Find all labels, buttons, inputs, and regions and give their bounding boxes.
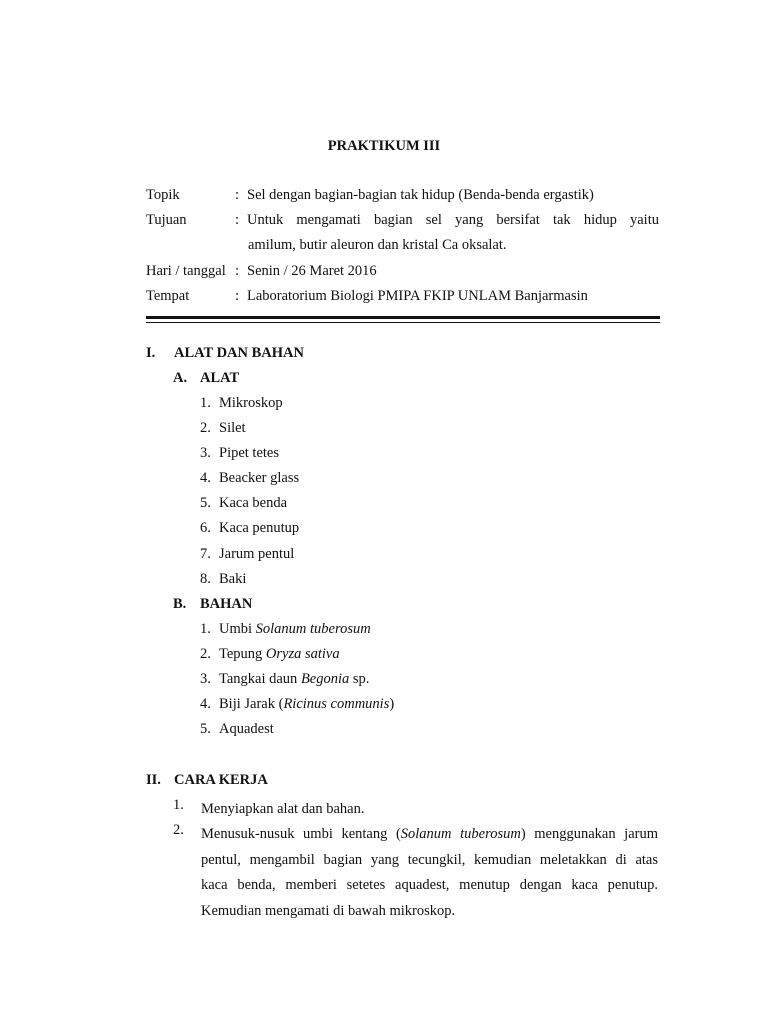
species-name: Oryza sativa xyxy=(265,646,340,662)
colon: : xyxy=(235,263,240,279)
divider-thin xyxy=(146,322,660,323)
step-line xyxy=(201,822,658,848)
step-number: 2. xyxy=(173,822,184,838)
step-text xyxy=(201,822,658,924)
hari-tanggal-label: Hari / tanggal xyxy=(146,263,226,279)
text-fragment: ) xyxy=(389,696,395,712)
text-fragment: Menusuk-nusuk umbi kentang ( xyxy=(201,826,401,842)
page-title: PRAKTIKUM III xyxy=(327,138,441,154)
tujuan-label: Tujuan xyxy=(146,212,187,228)
tempat-label: Tempat xyxy=(146,288,190,304)
list-item-text: Kaca penutup xyxy=(219,520,300,536)
section-title: CARA KERJA xyxy=(174,772,268,788)
hari-tanggal-value: Senin / 26 Maret 2016 xyxy=(247,263,377,279)
step-text xyxy=(201,797,658,823)
list-item-number: 5. xyxy=(200,721,211,737)
colon: : xyxy=(235,288,240,304)
list-item-number: 8. xyxy=(200,571,211,587)
text-fragment: Aquadest xyxy=(219,721,274,737)
text-fragment: Tangkai daun xyxy=(219,671,301,687)
divider-thick xyxy=(146,316,660,319)
list-item-number: 2. xyxy=(200,420,211,436)
list-item-text: Beacker glass xyxy=(219,470,300,486)
text-fragment: Tepung xyxy=(219,646,266,662)
subsection-number: A. xyxy=(173,370,188,386)
species-name: Solanum tuberosum xyxy=(400,826,521,842)
tempat-value: Laboratorium Biologi PMIPA FKIP UNLAM Banjarmasin xyxy=(247,288,588,304)
list-item-text xyxy=(219,646,340,663)
tujuan-value-line2: amilum, butir aleuron dan kristal Ca oksalat. xyxy=(248,237,507,253)
list-item-text xyxy=(219,721,274,738)
list-item-text: Jarum pentul xyxy=(219,546,295,562)
topik-label: Topik xyxy=(146,187,180,203)
text-fragment: sp. xyxy=(349,671,370,687)
subsection-title: ALAT xyxy=(200,370,240,386)
list-item-number: 1. xyxy=(200,395,211,411)
section-number: I. xyxy=(146,345,156,361)
colon: : xyxy=(235,187,240,203)
list-item-text: Mikroskop xyxy=(219,395,283,411)
list-item-text: Silet xyxy=(219,420,246,436)
species-name: Begonia xyxy=(300,671,350,687)
topik-value: Sel dengan bagian-bagian tak hidup (Benda-benda ergastik) xyxy=(247,187,594,203)
list-item-text: Kaca benda xyxy=(219,495,288,511)
text-fragment: ) menggunakan jarum xyxy=(520,826,658,842)
subsection-number: B. xyxy=(173,596,187,612)
list-item-number: 7. xyxy=(200,546,211,562)
step-line: Kemudian mengamati di bawah mikroskop. xyxy=(201,902,456,919)
list-item-number: 5. xyxy=(200,495,211,511)
list-item-number: 1. xyxy=(200,621,211,637)
list-item-number: 2. xyxy=(200,646,211,662)
list-item-text: Baki xyxy=(219,571,247,587)
species-name: Ricinus communis xyxy=(283,696,390,712)
tujuan-value-line1: Untuk mengamati bagian sel yang bersifat tak hidup yaitu xyxy=(247,212,659,228)
list-item-text: Pipet tetes xyxy=(219,445,280,461)
list-item-number: 3. xyxy=(200,671,211,687)
section-number: II. xyxy=(146,772,161,788)
section-title: ALAT DAN BAHAN xyxy=(174,345,304,361)
list-item-text xyxy=(219,696,394,713)
list-item-number: 6. xyxy=(200,520,211,536)
step-line: kaca benda, memberi setetes aquadest, menutup dengan kaca penutup. xyxy=(201,877,658,893)
text-fragment: Biji Jarak ( xyxy=(219,696,284,712)
list-item-number: 3. xyxy=(200,445,211,461)
subsection-title: BAHAN xyxy=(200,596,253,612)
species-name: Solanum tuberosum xyxy=(255,621,371,637)
list-item-text xyxy=(219,621,371,638)
list-item-text xyxy=(219,671,369,688)
text-fragment: Umbi xyxy=(219,621,256,637)
step-line: Menyiapkan alat dan bahan. xyxy=(201,801,365,817)
step-number: 1. xyxy=(173,797,184,813)
list-item-number: 4. xyxy=(200,696,211,712)
step-line: pentul, mengambil bagian yang tecungkil, kemudian meletakkan di atas xyxy=(201,851,658,868)
colon: : xyxy=(235,212,240,228)
list-item-number: 4. xyxy=(200,470,211,486)
